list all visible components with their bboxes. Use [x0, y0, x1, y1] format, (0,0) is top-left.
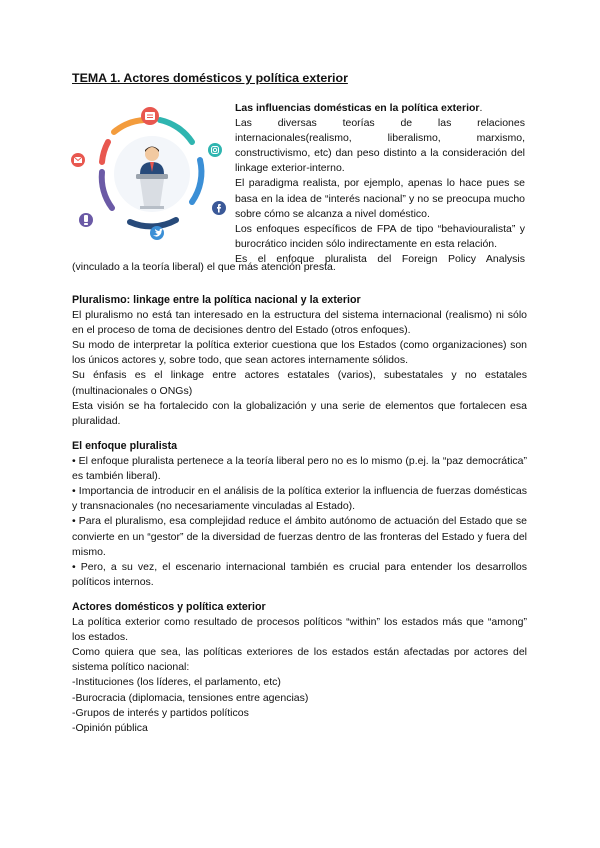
- news-icon: [141, 107, 159, 125]
- list-item: -Opinión pública: [72, 721, 148, 734]
- list-item: -Grupos de interés y partidos políticos: [72, 706, 249, 719]
- intro-paragraph: Las diversas teorías de las relaciones internacionales(realismo, liberalismo, marxismo, constructivismo, etc) dan peso distinto a la consideración del linkage exterior-interno.: [235, 117, 525, 175]
- section-paragraph: El pluralismo no está tan interesado en la estructura del sistema internacional (realismo) ni sólo en el proceso de toma de decisiones dentro del Estado (otros enfoques).: [72, 309, 527, 337]
- ring-segment-red: [102, 142, 108, 162]
- section-pluralismo: [72, 293, 527, 429]
- ring-segment-navy: [130, 220, 176, 226]
- bullet-list: [72, 454, 527, 590]
- instagram-icon: [208, 143, 222, 157]
- intro-block: [235, 101, 525, 267]
- section-paragraph: Su modo de interpretar la política exterior cuestiona que los Estados (como organizaciones) son los únicos actores y, sobre todo, que sean actores internamente sólidos.: [72, 339, 527, 367]
- facebook-icon: [212, 201, 226, 215]
- section-heading: El enfoque pluralista: [72, 440, 178, 452]
- section-actores-domesticos: [72, 600, 527, 736]
- twitter-icon: [150, 226, 164, 240]
- actor-list: [72, 675, 527, 735]
- intro-paragraph: El paradigma realista, por ejemplo, apenas lo hace pues se basa en la idea de “interés nacional” y no se preocupa mucho sobre cómo se alcanza a nivel doméstico.: [235, 177, 525, 220]
- intro-heading-period: .: [479, 102, 483, 114]
- section-heading: Pluralismo: linkage entre la política nacional y la exterior: [72, 294, 361, 306]
- list-item: -Burocracia (diplomacia, tensiones entre agencias): [72, 691, 309, 704]
- email-icon: [71, 153, 85, 167]
- section-heading: Actores domésticos y política exterior: [72, 601, 266, 613]
- intro-heading-line: [235, 101, 525, 116]
- ring-segment-blue: [192, 160, 201, 202]
- ring-segment-purple: [102, 172, 112, 208]
- intro-paragraph: Es el enfoque pluralista del Foreign Policy Analysis: [235, 252, 525, 265]
- bullet-item: • Importancia de introducir en el análisis de la política exterior la influencia de fuerzas domésticas y transnacionales (no necesariamente vinculadas al Estado).: [72, 485, 527, 513]
- alert-icon: [79, 213, 93, 227]
- intro-heading: Las influencias domésticas en la política exterior: [235, 102, 480, 114]
- section-paragraph: Como quiera que sea, las políticas exteriores de los estados están afectadas por actores del sistema político nacional:: [72, 646, 527, 674]
- bullet-item: • Pero, a su vez, el escenario internacional también es crucial para entender los desarrollos políticos internos.: [72, 560, 527, 588]
- intro-continuation: (vinculado a la teoría liberal) el que más atención presta.: [72, 261, 336, 273]
- intro-paragraph: Los enfoques específicos de FPA de tipo “behaviouralista” y burocrático inciden sólo indirectamente en esta relación.: [235, 222, 525, 250]
- bullet-item: • El enfoque pluralista pertenece a la teoría liberal pero no es lo mismo (p.ej. la “paz democrática” es también liberal).: [72, 455, 527, 483]
- ring-segment-orange: [114, 120, 144, 132]
- section-paragraph: Esta visión se ha fortalecido con la globalización y una serie de elementos que fortalecen esa pluralidad.: [72, 399, 527, 427]
- bullet-item: • Para el pluralismo, esa complejidad reduce el ámbito autónomo de actuación del Estado que se convierte en un “gestor” de la diversidad de fuerzas dentro de las fronteras del Estado y fuera del mismo.: [72, 515, 527, 558]
- page-title: TEMA 1. Actores domésticos y política exterior: [72, 71, 348, 85]
- section-enfoque-pluralista: [72, 439, 527, 590]
- section-paragraph: Su énfasis es el linkage entre actores estatales (varios), subestatales y no estatales (multinacionales o ONGs): [72, 369, 527, 397]
- section-paragraph: La política exterior como resultado de procesos políticos “within” los estados más que “among” los estados.: [72, 616, 527, 644]
- speaker-infographic: [64, 102, 236, 248]
- list-item: -Instituciones (los líderes, el parlamento, etc): [72, 676, 281, 689]
